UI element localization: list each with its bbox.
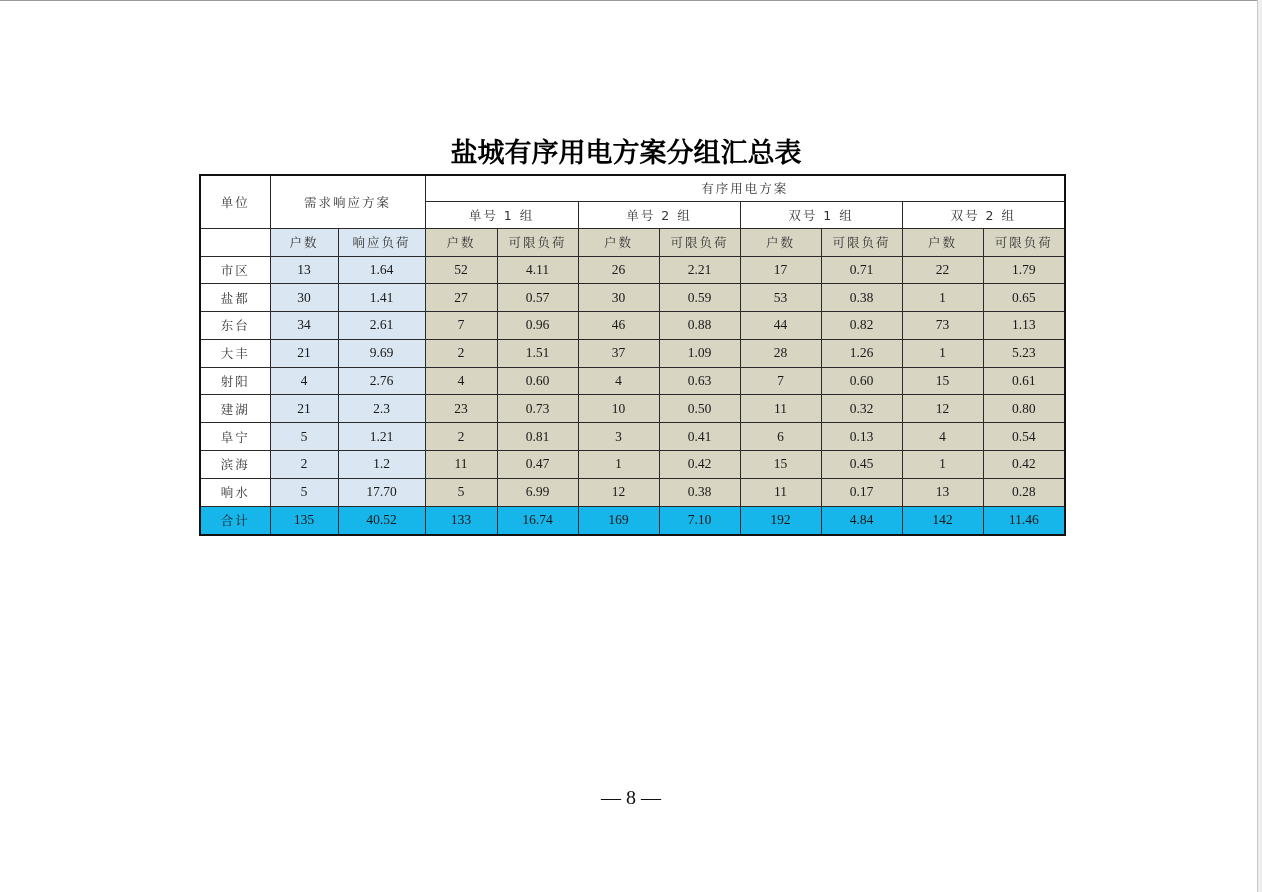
cell-g4-households: 73 xyxy=(902,312,983,340)
cell-g4-load: 1.79 xyxy=(983,256,1065,284)
cell-g2-load: 0.50 xyxy=(659,395,740,423)
cell-g1-households: 4 xyxy=(425,367,497,395)
cell-g4-households: 1 xyxy=(902,284,983,312)
cell-g4-households: 13 xyxy=(902,478,983,506)
cell-g4-households: 12 xyxy=(902,395,983,423)
cell-g3-households: 53 xyxy=(740,284,821,312)
cell-g1-load: 6.99 xyxy=(497,478,578,506)
table-row xyxy=(200,423,1065,451)
cell-g4-load: 0.80 xyxy=(983,395,1065,423)
cell-dr-households: 13 xyxy=(270,256,338,284)
total-g2-households: 169 xyxy=(578,506,659,535)
table-row xyxy=(200,256,1065,284)
summary-table xyxy=(199,174,1066,536)
cell-g3-load: 0.45 xyxy=(821,451,902,479)
cell-g4-load: 1.13 xyxy=(983,312,1065,340)
cell-g3-load: 0.32 xyxy=(821,395,902,423)
cell-g4-households: 22 xyxy=(902,256,983,284)
cell-g1-load: 0.57 xyxy=(497,284,578,312)
cell-g3-households: 44 xyxy=(740,312,821,340)
cell-g2-households: 12 xyxy=(578,478,659,506)
group-header-double-1: 双号 1 组 xyxy=(740,201,902,228)
cell-g3-households: 28 xyxy=(740,339,821,367)
cell-g4-households: 1 xyxy=(902,451,983,479)
cell-g1-load: 1.51 xyxy=(497,339,578,367)
cell-g2-load: 0.38 xyxy=(659,478,740,506)
cell-g1-households: 52 xyxy=(425,256,497,284)
cell-g2-load: 0.42 xyxy=(659,451,740,479)
unit-name: 响水 xyxy=(200,478,270,506)
table-total-row xyxy=(200,506,1065,535)
cell-g3-load: 0.17 xyxy=(821,478,902,506)
cell-g1-load: 0.60 xyxy=(497,367,578,395)
cell-dr-households: 5 xyxy=(270,423,338,451)
subheader-dr-households: 户数 xyxy=(270,228,338,256)
total-g4-households: 142 xyxy=(902,506,983,535)
cell-g4-load: 0.61 xyxy=(983,367,1065,395)
cell-g3-households: 7 xyxy=(740,367,821,395)
subheader-g4-households: 户数 xyxy=(902,228,983,256)
demand-response-header: 需求响应方案 xyxy=(270,175,425,228)
group-header-single-2: 单号 2 组 xyxy=(578,201,740,228)
total-g1-households: 133 xyxy=(425,506,497,535)
cell-g3-households: 11 xyxy=(740,395,821,423)
unit-name: 盐都 xyxy=(200,284,270,312)
unit-header: 单位 xyxy=(200,175,270,228)
cell-dr-load: 9.69 xyxy=(338,339,425,367)
cell-g3-households: 17 xyxy=(740,256,821,284)
orderly-plan-header: 有序用电方案 xyxy=(425,175,1065,201)
cell-g4-households: 4 xyxy=(902,423,983,451)
cell-g1-households: 7 xyxy=(425,312,497,340)
total-dr-load: 40.52 xyxy=(338,506,425,535)
cell-g1-households: 27 xyxy=(425,284,497,312)
subheader-g3-load: 可限负荷 xyxy=(821,228,902,256)
page-top-border xyxy=(0,0,1262,1)
cell-g3-households: 15 xyxy=(740,451,821,479)
subheader-g4-load: 可限负荷 xyxy=(983,228,1065,256)
subheader-g2-households: 户数 xyxy=(578,228,659,256)
cell-g1-households: 2 xyxy=(425,423,497,451)
cell-g2-households: 26 xyxy=(578,256,659,284)
cell-g1-load: 4.11 xyxy=(497,256,578,284)
cell-g2-households: 30 xyxy=(578,284,659,312)
unit-name: 市区 xyxy=(200,256,270,284)
table-row xyxy=(200,312,1065,340)
cell-g4-load: 0.65 xyxy=(983,284,1065,312)
cell-g3-load: 0.71 xyxy=(821,256,902,284)
total-dr-households: 135 xyxy=(270,506,338,535)
cell-g3-load: 1.26 xyxy=(821,339,902,367)
unit-name: 滨海 xyxy=(200,451,270,479)
cell-dr-load: 2.76 xyxy=(338,367,425,395)
cell-g2-households: 37 xyxy=(578,339,659,367)
cell-g2-load: 0.41 xyxy=(659,423,740,451)
subheader-g1-households: 户数 xyxy=(425,228,497,256)
cell-dr-households: 34 xyxy=(270,312,338,340)
table-row xyxy=(200,367,1065,395)
page-right-gutter xyxy=(1258,0,1262,892)
unit-header-spacer xyxy=(200,228,270,256)
cell-g1-load: 0.73 xyxy=(497,395,578,423)
cell-dr-load: 1.41 xyxy=(338,284,425,312)
cell-g3-load: 0.38 xyxy=(821,284,902,312)
table-row xyxy=(200,478,1065,506)
total-g4-load: 11.46 xyxy=(983,506,1065,535)
cell-g1-load: 0.47 xyxy=(497,451,578,479)
total-label: 合计 xyxy=(200,506,270,535)
cell-g1-load: 0.96 xyxy=(497,312,578,340)
cell-g1-households: 23 xyxy=(425,395,497,423)
cell-g4-households: 1 xyxy=(902,339,983,367)
subheader-g3-households: 户数 xyxy=(740,228,821,256)
cell-dr-load: 1.64 xyxy=(338,256,425,284)
table-row xyxy=(200,451,1065,479)
cell-g4-load: 5.23 xyxy=(983,339,1065,367)
subheader-g1-load: 可限负荷 xyxy=(497,228,578,256)
cell-g4-load: 0.28 xyxy=(983,478,1065,506)
cell-g2-households: 3 xyxy=(578,423,659,451)
cell-dr-households: 30 xyxy=(270,284,338,312)
cell-dr-load: 2.61 xyxy=(338,312,425,340)
cell-g3-households: 6 xyxy=(740,423,821,451)
cell-g2-load: 0.59 xyxy=(659,284,740,312)
cell-dr-load: 2.3 xyxy=(338,395,425,423)
cell-g4-load: 0.42 xyxy=(983,451,1065,479)
total-g3-households: 192 xyxy=(740,506,821,535)
cell-dr-households: 2 xyxy=(270,451,338,479)
cell-g2-households: 1 xyxy=(578,451,659,479)
total-g2-load: 7.10 xyxy=(659,506,740,535)
cell-dr-households: 4 xyxy=(270,367,338,395)
cell-dr-households: 5 xyxy=(270,478,338,506)
unit-name: 建湖 xyxy=(200,395,270,423)
table-row xyxy=(200,339,1065,367)
cell-g2-households: 46 xyxy=(578,312,659,340)
cell-g4-load: 0.54 xyxy=(983,423,1065,451)
cell-g3-load: 0.60 xyxy=(821,367,902,395)
cell-g2-load: 1.09 xyxy=(659,339,740,367)
group-header-double-2: 双号 2 组 xyxy=(902,201,1065,228)
group-header-single-1: 单号 1 组 xyxy=(425,201,578,228)
subheader-dr-load: 响应负荷 xyxy=(338,228,425,256)
page-number: — 8 — xyxy=(601,787,661,809)
cell-dr-households: 21 xyxy=(270,339,338,367)
cell-g3-load: 0.13 xyxy=(821,423,902,451)
cell-g2-load: 0.88 xyxy=(659,312,740,340)
total-g1-load: 16.74 xyxy=(497,506,578,535)
cell-g2-load: 0.63 xyxy=(659,367,740,395)
subheader-g2-load: 可限负荷 xyxy=(659,228,740,256)
cell-dr-load: 17.70 xyxy=(338,478,425,506)
cell-g2-load: 2.21 xyxy=(659,256,740,284)
unit-name: 大丰 xyxy=(200,339,270,367)
table-row xyxy=(200,395,1065,423)
cell-g1-load: 0.81 xyxy=(497,423,578,451)
cell-g1-households: 2 xyxy=(425,339,497,367)
cell-g1-households: 11 xyxy=(425,451,497,479)
cell-g4-households: 15 xyxy=(902,367,983,395)
cell-dr-households: 21 xyxy=(270,395,338,423)
unit-name: 东台 xyxy=(200,312,270,340)
cell-g3-load: 0.82 xyxy=(821,312,902,340)
cell-g1-households: 5 xyxy=(425,478,497,506)
unit-name: 阜宁 xyxy=(200,423,270,451)
cell-dr-load: 1.21 xyxy=(338,423,425,451)
total-g3-load: 4.84 xyxy=(821,506,902,535)
unit-name: 射阳 xyxy=(200,367,270,395)
cell-dr-load: 1.2 xyxy=(338,451,425,479)
cell-g2-households: 10 xyxy=(578,395,659,423)
cell-g3-households: 11 xyxy=(740,478,821,506)
table-title: 盐城有序用电方案分组汇总表 xyxy=(450,138,802,169)
cell-g2-households: 4 xyxy=(578,367,659,395)
table-row xyxy=(200,284,1065,312)
